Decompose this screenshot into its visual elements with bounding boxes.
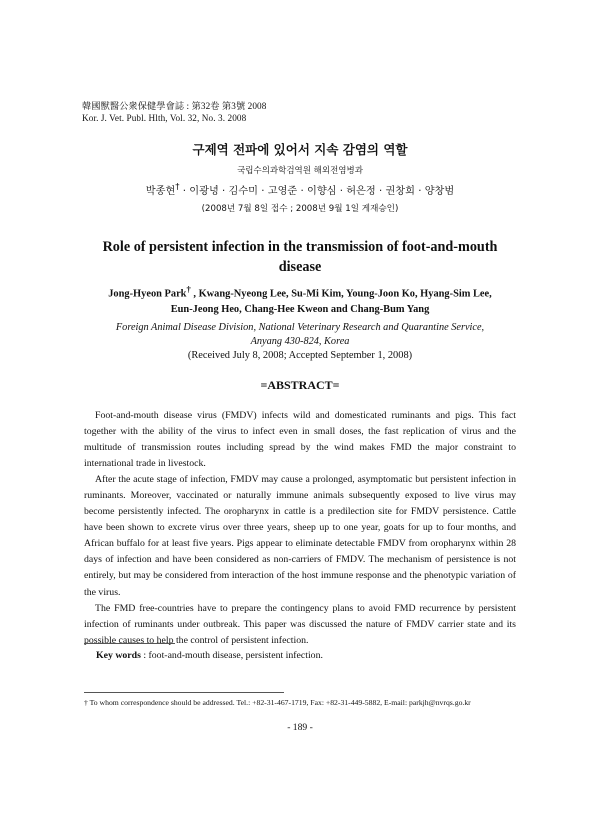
abstract-body [84, 408, 516, 649]
footnote-dagger: † [84, 698, 88, 707]
footnote [84, 698, 471, 707]
footnote-divider [84, 692, 284, 693]
keywords-text: : foot-and-mouth disease, persistent infection. [140, 650, 323, 661]
english-received-dates: (Received July 8, 2008; Accepted September 1, 2008) [187, 350, 413, 361]
keywords-divider [84, 643, 175, 644]
korean-corresponding-author: 박종현 [145, 186, 176, 197]
korean-received-dates: (2008년 7월 8일 접수 ; 2008년 9월 1일 게재승인) [201, 204, 399, 214]
journal-name-korean: 韓國獸醫公衆保健學會誌 : 第32卷 第3號 2008 [82, 101, 267, 111]
english-authors-line-2: Eun-Jeong Heo, Chang-Hee Kweon and Chang-Bum Yang [170, 304, 430, 316]
english-corresponding-author: Jong-Hyeon Park [108, 288, 187, 300]
dagger-mark: † [175, 182, 180, 193]
english-title [90, 237, 510, 277]
abstract-heading: =ABSTRACT= [260, 378, 340, 392]
english-coauthors-line-1: , Kwang-Nyeong Lee, Su-Mi Kim, Young-Joon Ko, Hyang-Sim Lee, [190, 288, 492, 300]
english-authors [80, 281, 520, 318]
korean-authors [0, 182, 600, 197]
korean-coauthors: · 이광녕 · 김수미 · 고영준 · 이향심 · 허은정 · 권창희 · 양창범 [179, 186, 455, 197]
page-number: - 189 - [287, 722, 313, 733]
english-affiliation [80, 321, 520, 349]
keywords [96, 650, 323, 661]
abstract-paragraph-1: Foot-and-mouth disease virus (FMDV) infects wild and domesticated ruminants and pigs. This fact together with the ability of the virus to infect even in small doses, the fast replication of virus and the multitude of transmission routes including spread by the wind makes FMD the major constraint to international trade in livestock. [84, 410, 516, 470]
english-title-line-1: Role of persistent infection in the transmission of foot-and-mouth [102, 239, 498, 255]
journal-name-english: Kor. J. Vet. Publ. Hlth, Vol. 32, No. 3. 2008 [82, 113, 247, 123]
english-title-line-2: disease [278, 259, 322, 275]
keywords-label: Key words [96, 650, 141, 661]
korean-affiliation: 국립수의과학검역원 해외전염병과 [237, 166, 363, 176]
english-affiliation-line-2: Anyang 430-824, Korea [250, 336, 350, 347]
abstract-paragraph-3: The FMD free-countries have to prepare the contingency plans to avoid FMD recurrence by persistent infection of ruminants under outbreak. This paper was discussed the nature of FMDV carrier state and its possible causes to help the control of persistent infection. [84, 602, 516, 646]
journal-header [82, 100, 266, 124]
korean-title: 구제역 전파에 있어서 지속 감염의 역할 [192, 142, 408, 157]
english-affiliation-line-1: Foreign Animal Disease Division, National Veterinary Research and Quarantine Service, [115, 322, 485, 333]
abstract-paragraph-2: After the acute stage of infection, FMDV may cause a prolonged, asymptomatic but persistent infection in ruminants. Moreover, vaccinated or naturally immune animals subsequently exposed to live virus may become persistently infected. The oropharynx in cattle is a predilection site for FMDV persistence. Cattle have been shown to excrete virus over three years, sheep up to one year, goats for up to four months, and African buffalo for at least five years. Pigs appear to eliminate detectable FMDV from oropharynx within 28 days of infection and have been considered as non-carriers of FMDV. The mechanism of persistence is not entirely, but may be considered from interaction of the host immune response and the phenotypic variation of the virus. [84, 474, 516, 598]
dagger-mark: † [186, 284, 191, 294]
footnote-text: To whom correspondence should be addressed. Tel.: +82-31-467-1719, Fax: +82-31-449-5882, E-mail: parkjh@nvrqs.go.kr [87, 698, 471, 707]
english-authors-line-1 [80, 281, 520, 302]
